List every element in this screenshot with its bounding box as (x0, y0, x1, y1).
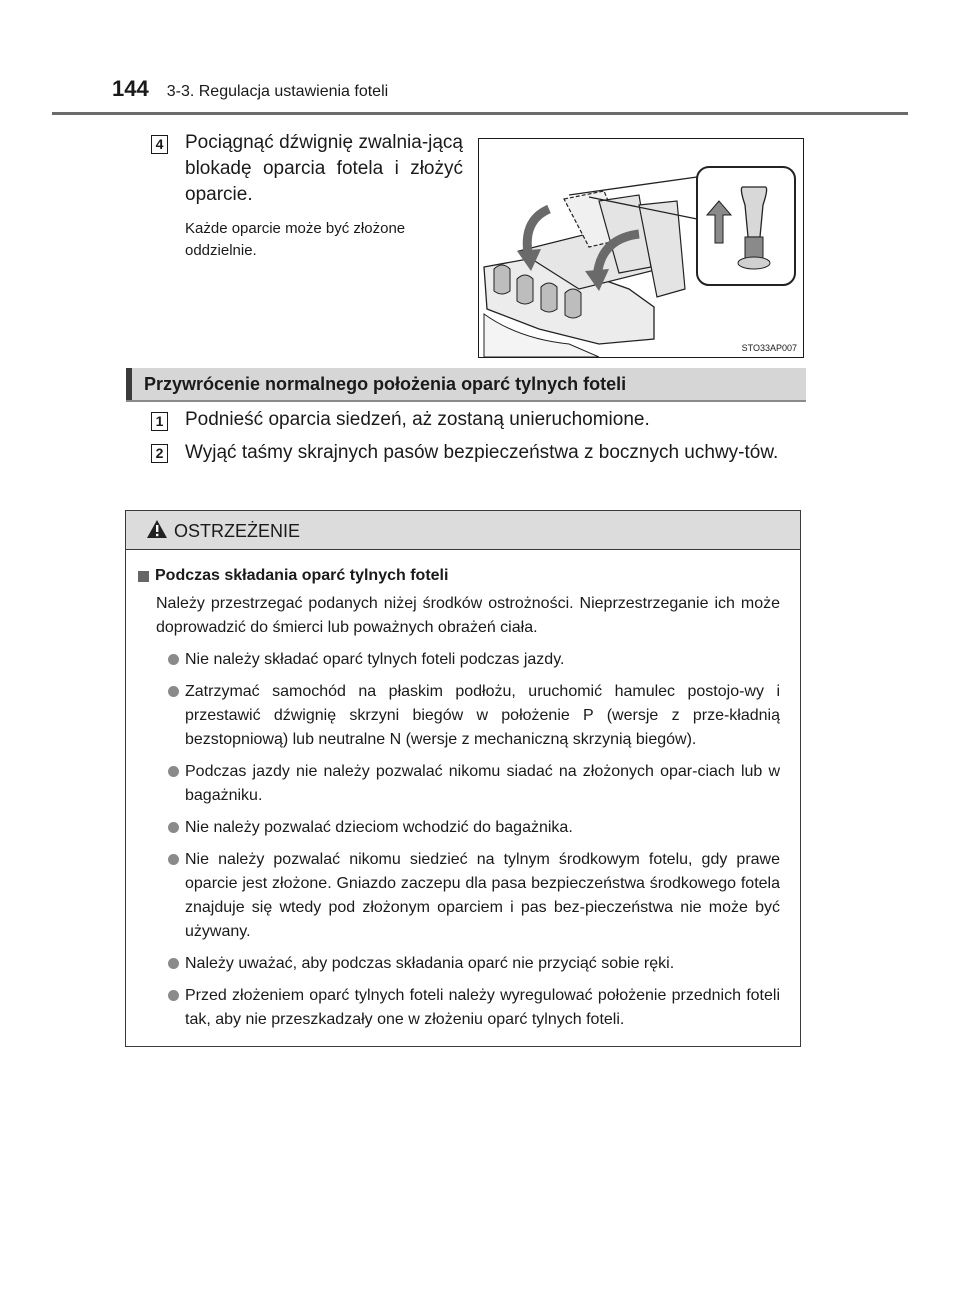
warning-item: Nie należy składać oparć tylnych foteli podczas jazdy. (185, 648, 780, 672)
warning-item: Przed złożeniem oparć tylnych foteli należy wyregulować położenie przednich foteli tak, aby nie przeszkadzały one w złożeniu oparć tylnych foteli. (185, 984, 780, 1032)
warning-list (138, 648, 780, 1032)
warning-body (126, 550, 800, 1032)
warning-item: Należy uważać, aby podczas składania oparć nie przyciąć sobie ręki. (185, 952, 780, 976)
step-2-text: Wyjąć taśmy skrajnych pasów bezpieczeństwa z bocznych uchwy-tów. (185, 442, 779, 463)
warning-item: Zatrzymać samochód na płaskim podłożu, uruchomić hamulec postojo-wy i przestawić dźwignię skrzyni biegów w położenie P (wersje z prze-kładnią bezstopniową) lub neutralne N (wersje z mechaniczną skrzynią biegów). (185, 680, 780, 752)
warning-box (125, 510, 801, 1047)
section-title: 3-3. Regulacja ustawienia foteli (166, 83, 389, 100)
square-bullet-icon (138, 571, 149, 582)
warning-title: OSTRZEŻENIE (174, 521, 301, 541)
warning-subtitle-text: Podczas składania oparć tylnych foteli (155, 567, 449, 584)
seat-fold-illustration (478, 138, 804, 358)
warning-item: Nie należy pozwalać nikomu siedzieć na tylnym środkowym fotelu, gdy prawe oparcie jest złożone. Gniazdo zaczepu dla pasa bezpieczeństwa środkowego fotela znajduje się wtedy pod złożonym oparciem i pas bez-pieczeństwa nie może być używany. (185, 848, 780, 944)
figure-code: STO33AP007 (741, 343, 797, 353)
warning-item: Nie należy pozwalać dzieciom wchodzić do bagażnika. (185, 816, 780, 840)
step-number-4: 4 (151, 135, 168, 154)
page-number: 144 (112, 76, 149, 101)
warning-item: Podczas jazdy nie należy pozwalać nikomu siadać na złożonych opar-ciach lub w bagażniku. (185, 760, 780, 808)
page-header (112, 76, 388, 102)
warning-intro: Należy przestrzegać podanych niżej środków ostrożności. Nieprzestrzeganie ich może doprowadzić do śmierci lub poważnych obrażeń ciała. (156, 595, 780, 636)
folding-seat-drawing (479, 139, 803, 357)
banner-divider (126, 400, 806, 402)
warning-triangle-icon (146, 519, 168, 539)
section-banner (126, 368, 806, 400)
step-4-text: Pociągnąć dźwignię zwalnia-jącą blokadę oparcia fotela i złożyć oparcie. (185, 132, 463, 205)
step-number-2: 2 (151, 444, 168, 463)
header-divider (52, 112, 908, 115)
banner-title: Przywrócenie normalnego położenia oparć tylnych foteli (144, 374, 627, 394)
step-number-1: 1 (151, 412, 168, 431)
warning-header (126, 511, 800, 550)
step-4-note: Każde oparcie może być złożone oddzielnie. (185, 220, 406, 259)
warning-subtitle (138, 564, 780, 588)
step-1-text: Podnieść oparcia siedzeń, aż zostaną unieruchomione. (185, 409, 650, 430)
